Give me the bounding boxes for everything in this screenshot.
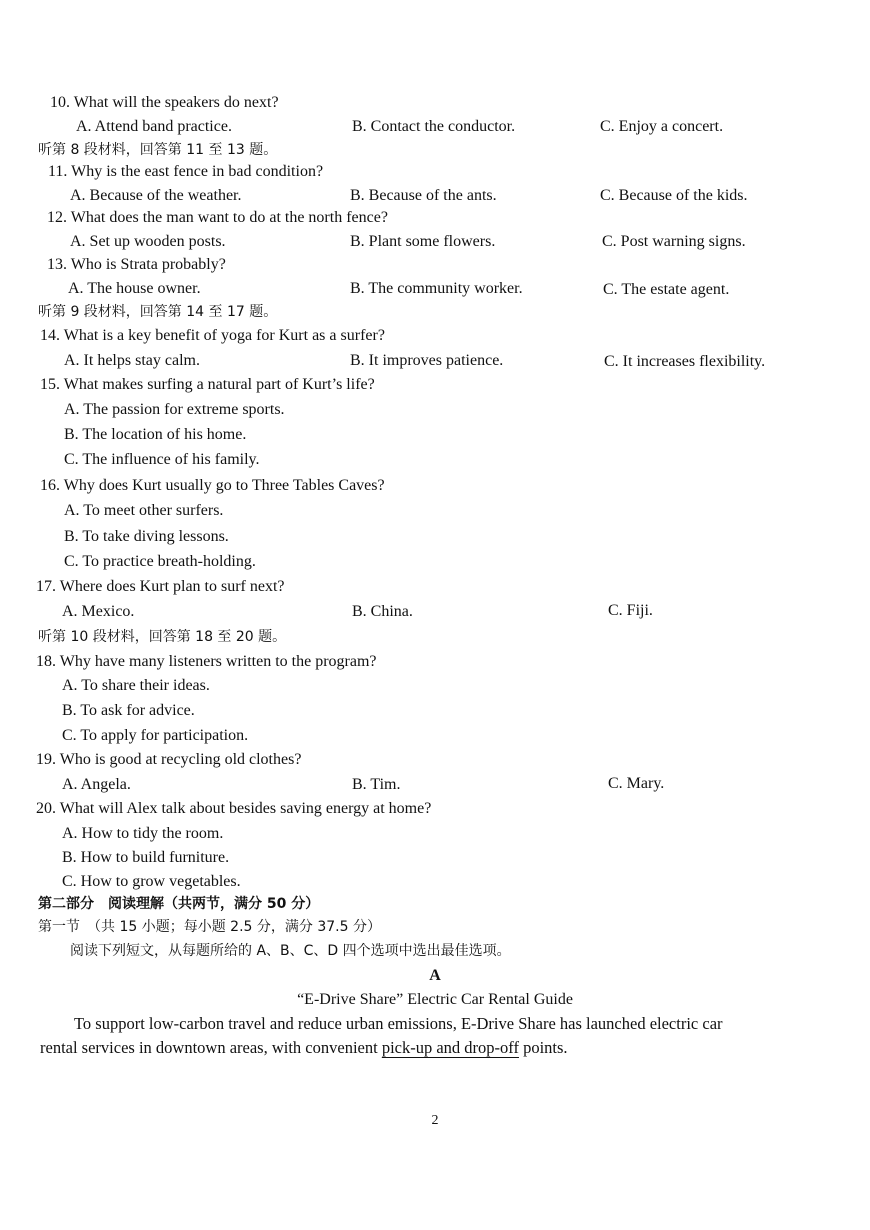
q20-option-a: A. How to tidy the room. <box>62 825 224 842</box>
passage-line-1: To support low-carbon travel and reduce urban emissions, E-Drive Share has launched electric car <box>74 1014 723 1033</box>
q16-option-c: C. To practice breath-holding. <box>64 553 256 570</box>
q19-option-b: B. Tim. <box>352 776 401 793</box>
q13-option-a: A. The house owner. <box>68 280 201 297</box>
passage-line-2: rental services in downtown areas, with convenient pick-up and drop-off points. <box>40 1038 568 1057</box>
question-18: 18. Why have many listeners written to the program? <box>36 653 377 670</box>
section-one-heading: 第一节 （共 15 小题；每小题 2.5 分，满分 37.5 分） <box>38 919 381 935</box>
q17-option-c: C. Fiji. <box>608 602 653 619</box>
question-10: 10. What will the speakers do next? <box>50 94 279 111</box>
q20-option-b: B. How to build furniture. <box>62 849 230 866</box>
question-17: 17. Where does Kurt plan to surf next? <box>36 578 285 595</box>
instruction-material-9: 听第 9 段材料，回答第 14 至 17 题。 <box>38 304 278 320</box>
q16-option-a: A. To meet other surfers. <box>64 502 224 519</box>
page-number: 2 <box>431 1113 439 1128</box>
q10-option-c: C. Enjoy a concert. <box>600 118 724 135</box>
question-20: 20. What will Alex talk about besides saving energy at home? <box>36 800 432 817</box>
q14-option-a: A. It helps stay calm. <box>64 352 200 369</box>
reading-directions: 阅读下列短文，从每题所给的 A、B、C、D 四个选项中选出最佳选项。 <box>70 943 511 959</box>
q14-option-c: C. It increases flexibility. <box>604 353 766 370</box>
q18-option-c: C. To apply for participation. <box>62 727 249 744</box>
underlined-phrase: pick-up and drop-off <box>381 1038 519 1057</box>
q12-option-b: B. Plant some flowers. <box>350 233 496 250</box>
question-14: 14. What is a key benefit of yoga for Kurt as a surfer? <box>40 327 385 344</box>
part-two-heading: 第二部分 阅读理解（共两节，满分 50 分） <box>38 896 320 912</box>
passage-label: A <box>429 967 441 984</box>
q15-option-b: B. The location of his home. <box>64 426 247 443</box>
question-13: 13. Who is Strata probably? <box>47 256 226 273</box>
instruction-material-10: 听第 10 段材料，回答第 18 至 20 题。 <box>38 629 287 645</box>
q12-option-a: A. Set up wooden posts. <box>70 233 226 250</box>
q13-option-c: C. The estate agent. <box>603 281 730 298</box>
q17-option-b: B. China. <box>352 603 413 620</box>
q15-option-c: C. The influence of his family. <box>64 451 260 468</box>
question-16: 16. Why does Kurt usually go to Three Tables Caves? <box>40 477 385 494</box>
q18-option-a: A. To share their ideas. <box>62 677 210 694</box>
q10-option-b: B. Contact the conductor. <box>352 118 516 135</box>
question-11: 11. Why is the east fence in bad condition? <box>48 163 324 180</box>
q19-option-c: C. Mary. <box>608 775 665 792</box>
passage-title: “E-Drive Share” Electric Car Rental Guide <box>297 991 573 1008</box>
q17-option-a: A. Mexico. <box>62 603 135 620</box>
q18-option-b: B. To ask for advice. <box>62 702 195 719</box>
q13-option-b: B. The community worker. <box>350 280 523 297</box>
question-12: 12. What does the man want to do at the north fence? <box>47 209 388 226</box>
question-15: 15. What makes surfing a natural part of Kurt’s life? <box>40 376 375 393</box>
q20-option-c: C. How to grow vegetables. <box>62 873 241 890</box>
q16-option-b: B. To take diving lessons. <box>64 528 229 545</box>
q10-option-a: A. Attend band practice. <box>76 118 232 135</box>
q11-option-c: C. Because of the kids. <box>600 187 748 204</box>
q19-option-a: A. Angela. <box>62 776 131 793</box>
q12-option-c: C. Post warning signs. <box>602 233 746 250</box>
instruction-material-8: 听第 8 段材料，回答第 11 至 13 题。 <box>38 142 278 158</box>
q15-option-a: A. The passion for extreme sports. <box>64 401 285 418</box>
question-19: 19. Who is good at recycling old clothes? <box>36 751 302 768</box>
q11-option-b: B. Because of the ants. <box>350 187 497 204</box>
q14-option-b: B. It improves patience. <box>350 352 504 369</box>
q11-option-a: A. Because of the weather. <box>70 187 242 204</box>
